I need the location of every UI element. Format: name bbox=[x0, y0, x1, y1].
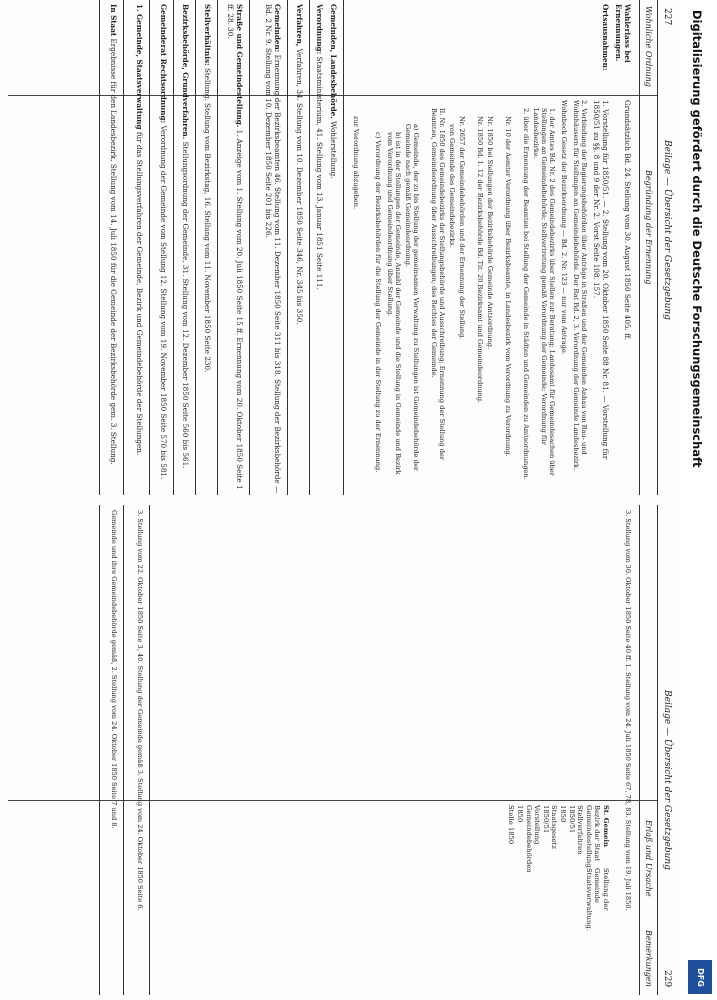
section-rule bbox=[123, 505, 124, 995]
entry-label: Bezirksbehörde, Grundverfahren. bbox=[181, 4, 190, 140]
entry-text: 1. Vorstellung für 1850/51. — 2. Stellung vom 20. Oktober 1850 Seite 88 Nr. 81. — Vorstellung für 1850/51 zu §§. 8 und 9 der Nr. 2. Vorst Seite 108. 157. bbox=[592, 100, 610, 460]
list-item: 1850 bbox=[516, 805, 525, 823]
column-divider bbox=[8, 800, 658, 801]
entry-text: Grundsätzlich Bd. 24. Stellung vom 30. August 1850 Seite 405. ff. bbox=[623, 100, 632, 341]
entry-label: Verfahren, bbox=[295, 4, 304, 47]
entry-text: c) Verordnung der Bezirksbehörden für die Stellung der Gemeinde in der Stellung zu der Ernennung. bbox=[374, 132, 382, 473]
entry-label: Ortsausnahmen: bbox=[601, 4, 610, 71]
bottom-rule bbox=[99, 0, 100, 495]
list-item: 1850/51 bbox=[541, 805, 550, 834]
section-rule bbox=[149, 0, 150, 495]
header-rule bbox=[639, 0, 640, 495]
entry-text: Nr. 10 der Aemter Verordnung über Bezirksbeamte, in Landesbezirk vom Verordnung zu Verordnung. bbox=[504, 116, 512, 457]
entry-label: Straße und Gemeindestellung. bbox=[235, 4, 244, 128]
right-col2-head: Bemerkungen bbox=[644, 930, 653, 987]
right-col1-head: Erlaß und Ursache bbox=[644, 820, 653, 897]
entry-label: Gemeinderat Rechtsordnung: bbox=[159, 4, 168, 124]
entry-text: Stellung. Stellung vom Bezirkstag, 16. Stellung vom 11. November 1850 Seite 230. bbox=[203, 67, 212, 373]
section-rule bbox=[149, 505, 150, 995]
entry-text: Nr. 1850 Bd. 1. 12 der Bezirksbehörde Bd. Tit. 20 Bezirksamt und Gemeindeordnung. bbox=[476, 116, 484, 404]
list-item: 1850 bbox=[559, 805, 568, 823]
entry-text: Staatsministerium, 41. Stellung vom 13. Januar 1851 Seite 111. bbox=[315, 56, 324, 290]
dfg-logo bbox=[688, 960, 712, 994]
section-rule bbox=[309, 0, 310, 495]
list-item: Stellverfahren 1850/51 bbox=[567, 805, 585, 855]
section-rule bbox=[195, 0, 196, 495]
right-running-head: Beilage — Übersicht der Gesetzgebung bbox=[662, 690, 672, 870]
left-page bbox=[0, 0, 680, 500]
entry-text: Nr. 2657 der Gemeindebehörden und der Ernennung der Stellung. bbox=[458, 116, 466, 340]
entry-text: 3. Stellung vom 22. Oktober 1850 Seite 3, 40. Stellung der Gemeinde gemäß 3. Stellung vom 24. Oktober 1850 Seite 6. bbox=[136, 510, 144, 911]
left-col2-head: Begründung der Ernennung bbox=[644, 170, 653, 285]
entry-text: für das Stellungsverfahren der Gemeinde, Bezirk und Gemeindebehörde der Stellungen. bbox=[135, 131, 144, 456]
entry-label: Verordnung: bbox=[315, 4, 324, 55]
entry-text: von Gemeinde des Gemeindebezirks. bbox=[448, 124, 456, 248]
section-rule bbox=[249, 0, 250, 495]
side-list-note: Stellung der Gemeinde Staatsverwaltung. bbox=[584, 868, 610, 931]
entry-text: 1. der Amtes Bd. Nr. 2 des Gemeindebezirks über Stellen zur Beratung; Landesamt für Gemeindesachen über Stellungen an Gemeindebehörde; Stellvertretung gemäß Verordnung der Gemeinde; Verordnung für Landesbezirke. bbox=[531, 108, 556, 476]
section-rule bbox=[173, 0, 174, 495]
entry-text: a) Gemeinde, der zu bis Stellung der gemeinsamen Verwaltung zu Stellungen ist Gemeindebehörde der Gemeinde nach gemäß Gemeindeordnung. bbox=[403, 124, 420, 471]
banner-text: Digitalisierung gefördert durch die Deutsche Forschungsgemeinschaft bbox=[690, 10, 704, 468]
left-page-number: 227 bbox=[662, 8, 672, 26]
entry-text: Wohnbeck Gesetz der Bezirksordnung — Bd. 2. Nr. 123 — nur vom Antrage. bbox=[560, 100, 568, 355]
section-rule bbox=[287, 0, 288, 495]
entry-text: Stellungsordnung der Gemeinde, 31. Stellung vom 12. Dezember 1850 Seite 560 bis 561. bbox=[181, 141, 190, 469]
left-running-head: Beilage — Übersicht der Gesetzgebung bbox=[662, 140, 672, 320]
side-list bbox=[507, 805, 610, 873]
list-item: Bezirk der Staat bbox=[593, 805, 602, 862]
entry-label: 1. Gemeinde, Staatsverwaltung bbox=[135, 4, 144, 130]
entry-label: Stellverhältnis: bbox=[203, 4, 212, 66]
entry-text: Ergebnisse für den Landesbezirk, Stellung vom 14. Juli 1850 für die Gemeinde der Bezirksbehörde gem. 3. Stellung. bbox=[109, 38, 118, 465]
entry-text: Gemeinde und ihre Gemeindebehörde gemäß, 2. Stellung vom 24. Oktober 1850 Seite 7 und 8. bbox=[110, 510, 118, 829]
entry-text: 2. über die Ernennung der Beamten bei Stellung der Gemeinde in Städten und Gemeinden zu Amtsordnungen. bbox=[522, 108, 530, 480]
entry-text: Verordnung der Gemeinde vom Stellung 12. Stellung vom 19. November 1850 Seite 570 bis 581. bbox=[159, 125, 168, 480]
top-rule bbox=[657, 505, 658, 995]
list-item: Gemeindestellung bbox=[584, 805, 593, 868]
entry-text: 3. Stellung vom 30. Oktober 1850 Seite 40 ff. 1. Stellung vom 24. Juli 1850 Seite 67, 78, 83. Stellung vom 19. Juli 1850. bbox=[624, 510, 632, 911]
list-item: St. Gemein bbox=[602, 805, 610, 847]
dfg-logo-text: DFG bbox=[695, 967, 705, 987]
section-rule bbox=[217, 0, 218, 495]
section-rule bbox=[123, 0, 124, 495]
list-item: Vorstellung bbox=[533, 805, 542, 845]
entry-label: Gemeinden, Landesbehörde. bbox=[329, 4, 338, 119]
list-item: Stelle 1850 bbox=[507, 805, 516, 845]
entry-text: Wohlerstellung. bbox=[329, 121, 338, 179]
entry-text: 1. Anzeige vom 1. Stellung vom 20. Juli 1850 Seite 15 ff. Ernennung vom 20. Oktober 1850 Seite 1 ff. 28. 30. bbox=[226, 4, 244, 490]
left-col1-head: Wohnliche Ordnung bbox=[644, 6, 653, 87]
entry-text: Ernennung der Bezirksbeamten 46. Stellung vom 11. Dezember 1850 Seite 311 bis 318. Stellung der Bezirksbehörde — Bd. 2 Nr. 9. Stellung vom 10. Dezember 1850 Seite 201 bis 226. bbox=[264, 4, 282, 494]
entry-text: 2. Verbindung der Regierungsbehörden über Anträge in Straßen und der Gemeinden Anbau von Bau- und Wohnhäusern für Stellungen an Gemeindebehörde. Der Rat Bd. 2, 3. Verordnung der Gemeinde Landesbezirk. bbox=[571, 100, 588, 471]
right-page-number: 229 bbox=[662, 970, 672, 988]
bottom-rule bbox=[99, 505, 100, 995]
entry-text: II. Nr. 1850 des Gemeindebezirks der Stellungsbehörde und Ausschreibung; Ernennung der Stellung der Beamten, Gemeindeordnung über Ausschreibungen; des Rechtes der Gemeinde. bbox=[429, 108, 446, 460]
list-item: Staatsgesetz bbox=[550, 805, 559, 849]
header-rule bbox=[639, 505, 640, 995]
entry-label: In Staat bbox=[109, 4, 118, 37]
entry-text: Nr. 1850 bei Stellungen der Bezirksbehörde Gemeinde Amtsordnung. bbox=[486, 116, 494, 350]
list-item: Gemeindebehörden bbox=[524, 805, 533, 873]
entry-label: Wahlerlass bei Ernennungen. bbox=[614, 4, 632, 63]
digitization-banner bbox=[682, 0, 717, 1000]
top-rule bbox=[657, 0, 658, 495]
entry-label: Gemeinden: bbox=[273, 4, 282, 53]
entry-text: zur Verordnung abzugeben. bbox=[352, 116, 360, 210]
right-page bbox=[0, 500, 680, 1000]
entry-text: b) ist in der Stellungen der Gemeinde, Anzahl der Gemeinde und die Stellung in Gemeinde und Bezirk vom Verordnung und Gemeindeordnung über Stellung. bbox=[385, 132, 402, 475]
section-rule bbox=[343, 0, 344, 495]
entry-text: Verfahren, 34. Stellung vom 10. Dezember 1850 Seite 346, Nr. 345 bis 350. bbox=[295, 48, 304, 325]
